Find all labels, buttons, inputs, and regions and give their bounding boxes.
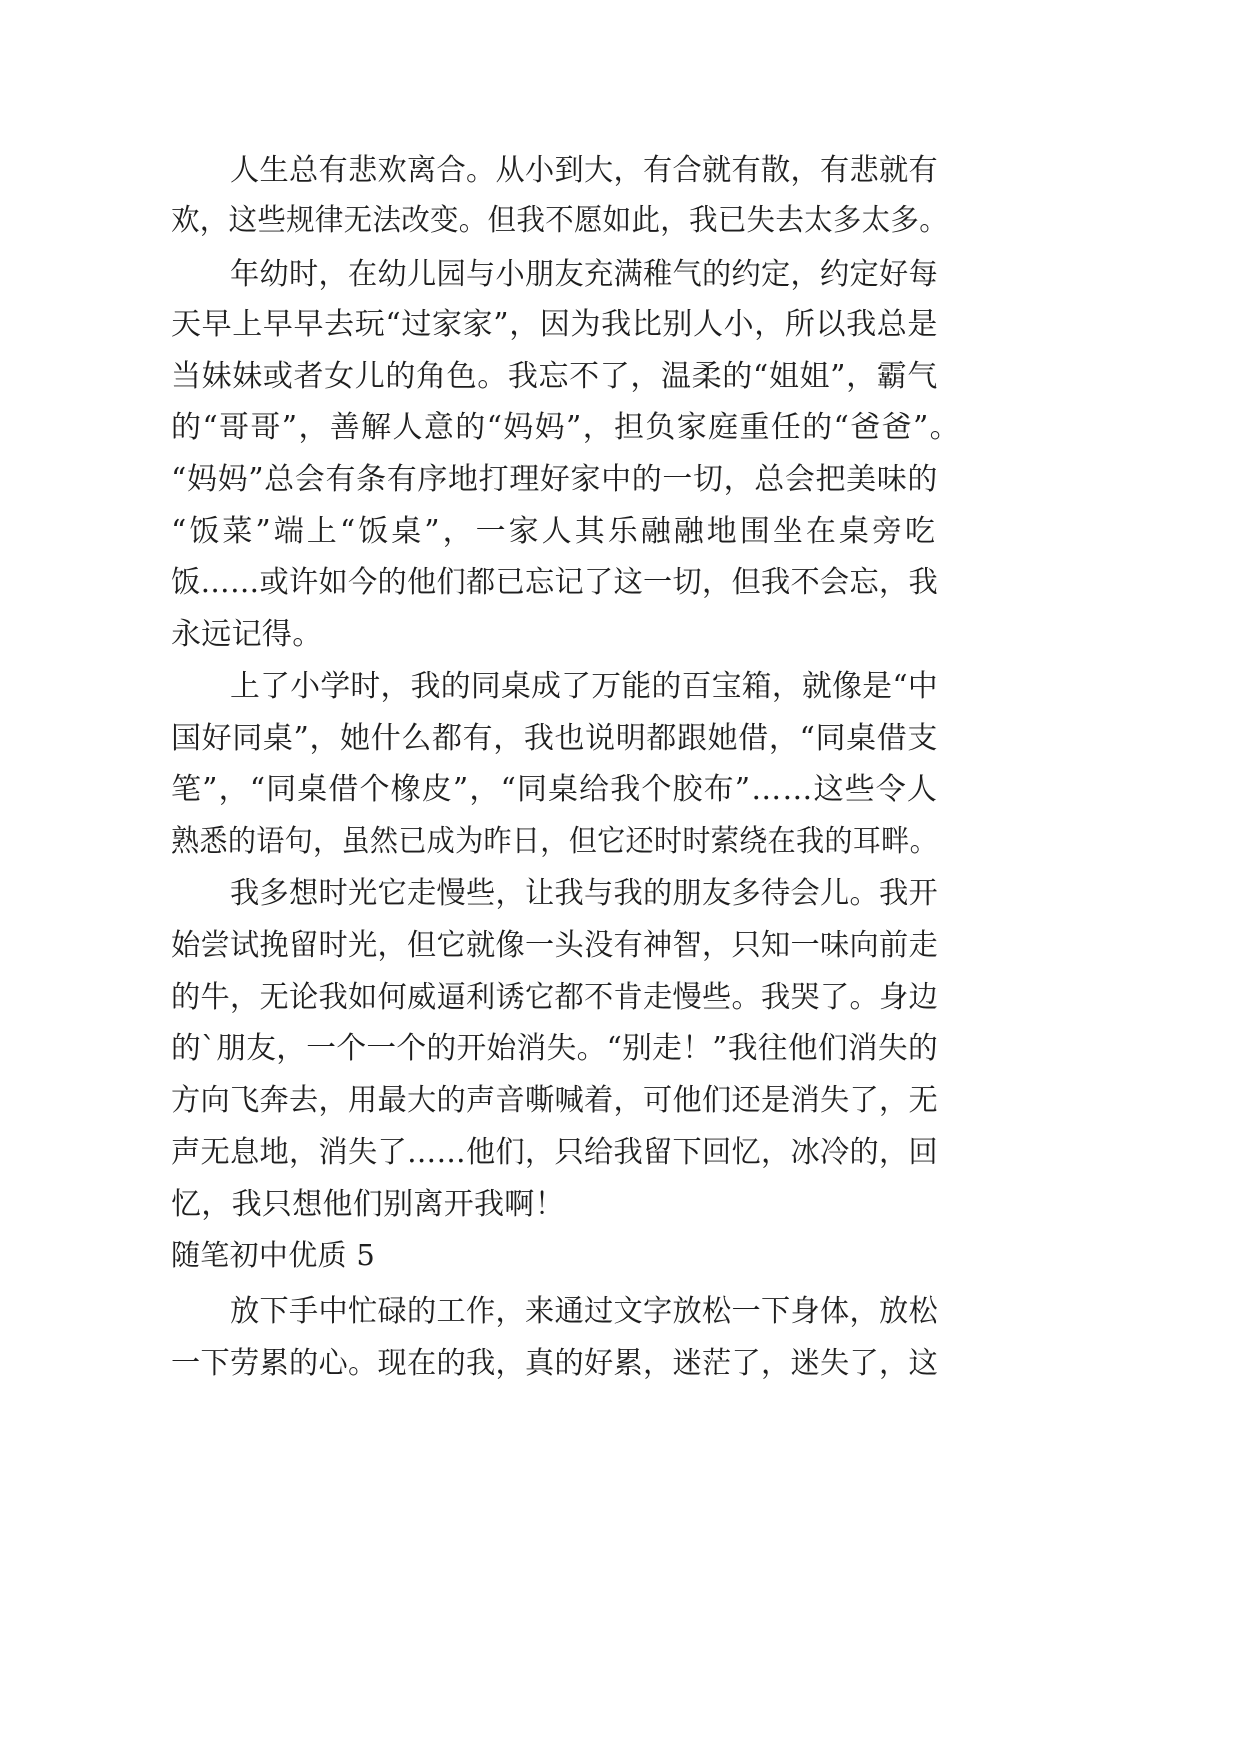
text-line: 的牛，无论我如何威逼利诱它都不肯走慢些。我哭了。身边 [171, 980, 938, 1015]
text-line: 放下手中忙碌的工作，来通过文字放松一下身体，放松 [230, 1294, 938, 1329]
text-line: 始尝试挽留时光，但它就像一头没有神智，只知一味向前走 [171, 928, 938, 963]
text-line: 上了小学时，我的同桌成了万能的百宝箱，就像是“中 [230, 669, 938, 704]
text-line: “妈妈”总会有条有序地打理好家中的一切，总会把美味的 [171, 462, 938, 497]
text-line: 我多想时光它走慢些，让我与我的朋友多待会儿。我开 [230, 876, 938, 911]
text-line: 熟悉的语句，虽然已成为昨日，但它还时时萦绕在我的耳畔。 [171, 824, 938, 859]
text-line: 当妹妹或者女儿的角色。我忘不了，温柔的“姐姐”，霸气 [171, 359, 938, 394]
text-line: 天早上早早去玩“过家家”，因为我比别人小，所以我总是 [171, 307, 938, 342]
text-line: 年幼时，在幼儿园与小朋友充满稚气的约定，约定好每 [230, 257, 938, 292]
text-line: 的“哥哥”，善解人意的“妈妈”，担负家庭重任的“爸爸”。 [171, 410, 961, 445]
text-line: 的`朋友，一个一个的开始消失。“别走！”我往他们消失的 [171, 1031, 938, 1066]
text-line: 永远记得。 [171, 617, 323, 652]
text-line: 饭……或许如今的他们都已忘记了这一切，但我不会忘，我 [171, 565, 938, 600]
text-line: “饭菜”端上“饭桌”，一家人其乐融融地围坐在桌旁吃 [171, 514, 938, 549]
section-heading: 随笔初中优质 5 [171, 1238, 376, 1272]
text-line: 一下劳累的心。现在的我，真的好累，迷茫了，迷失了，这 [171, 1346, 938, 1381]
text-line: 人生总有悲欢离合。从小到大，有合就有散，有悲就有 [230, 153, 938, 188]
text-line: 欢，这些规律无法改变。但我不愿如此，我已失去太多太多。 [171, 203, 948, 238]
text-line: 忆，我只想他们别离开我啊！ [171, 1187, 565, 1222]
text-line: 声无息地，消失了……他们，只给我留下回忆，冰冷的，回 [171, 1135, 938, 1170]
text-line: 国好同桌”，她什么都有，我也说明都跟她借，“同桌借支 [171, 721, 938, 756]
text-line: 笔”，“同桌借个橡皮”，“同桌给我个胶布”……这些令人 [171, 772, 938, 807]
text-line: 方向飞奔去，用最大的声音嘶喊着，可他们还是消失了，无 [171, 1083, 938, 1118]
